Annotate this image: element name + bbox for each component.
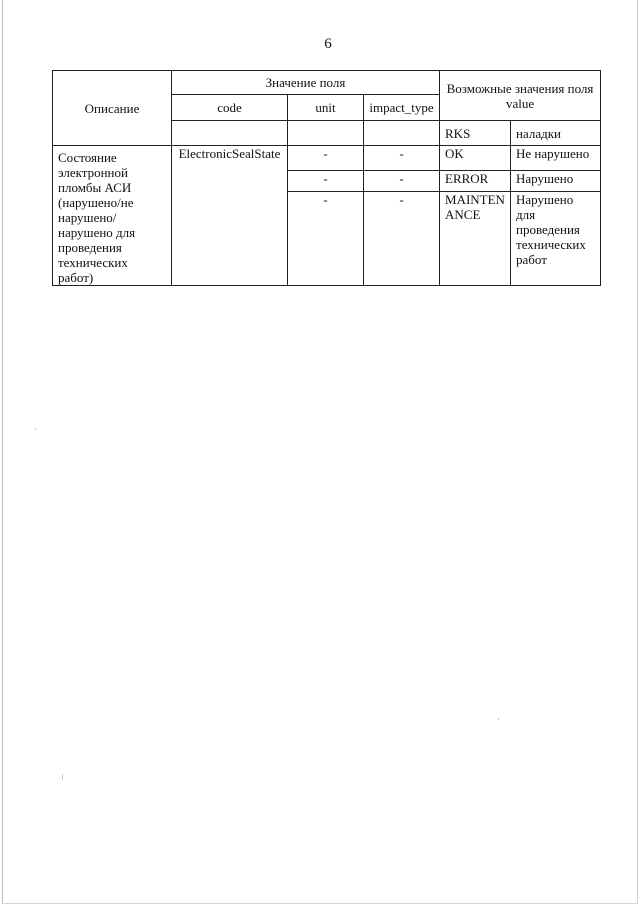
header-impact-type: impact_type — [364, 95, 440, 121]
unit-cell: - — [288, 192, 364, 286]
impact-type-cell: - — [364, 192, 440, 286]
header-possible-values: Возможные значения поля value — [440, 71, 601, 121]
code-cell: ElectronicSealState — [172, 146, 288, 286]
header-description: Описание — [53, 71, 172, 146]
scan-speck — [35, 428, 36, 430]
description-cell: Состояние электронной пломбы АСИ (нарушено/не нарушено/ нарушено для проведения технических работ) — [53, 146, 172, 286]
blank-impact-cell — [364, 121, 440, 146]
value-cell: OK — [440, 146, 511, 171]
meaning-cell: Нарушено для проведения технических работ — [511, 192, 601, 286]
meaning-cell: Не нарушено — [511, 146, 601, 171]
scan-speck — [62, 774, 63, 780]
page-number: 6 — [324, 36, 332, 52]
scan-speck — [498, 718, 499, 720]
value-cell: ERROR — [440, 171, 511, 192]
blank-value-cell: RKS — [440, 121, 511, 146]
header-code: code — [172, 95, 288, 121]
header-unit: unit — [288, 95, 364, 121]
header-field-value: Значение поля — [172, 71, 440, 95]
impact-type-cell: - — [364, 146, 440, 171]
blank-unit-cell — [288, 121, 364, 146]
blank-code-cell — [172, 121, 288, 146]
data-table — [52, 70, 601, 286]
value-cell: MAINTENANCE — [440, 192, 511, 286]
unit-cell: - — [288, 146, 364, 171]
blank-meaning-cell: наладки — [511, 121, 601, 146]
meaning-cell: Нарушено — [511, 171, 601, 192]
unit-cell: - — [288, 171, 364, 192]
impact-type-cell: - — [364, 171, 440, 192]
